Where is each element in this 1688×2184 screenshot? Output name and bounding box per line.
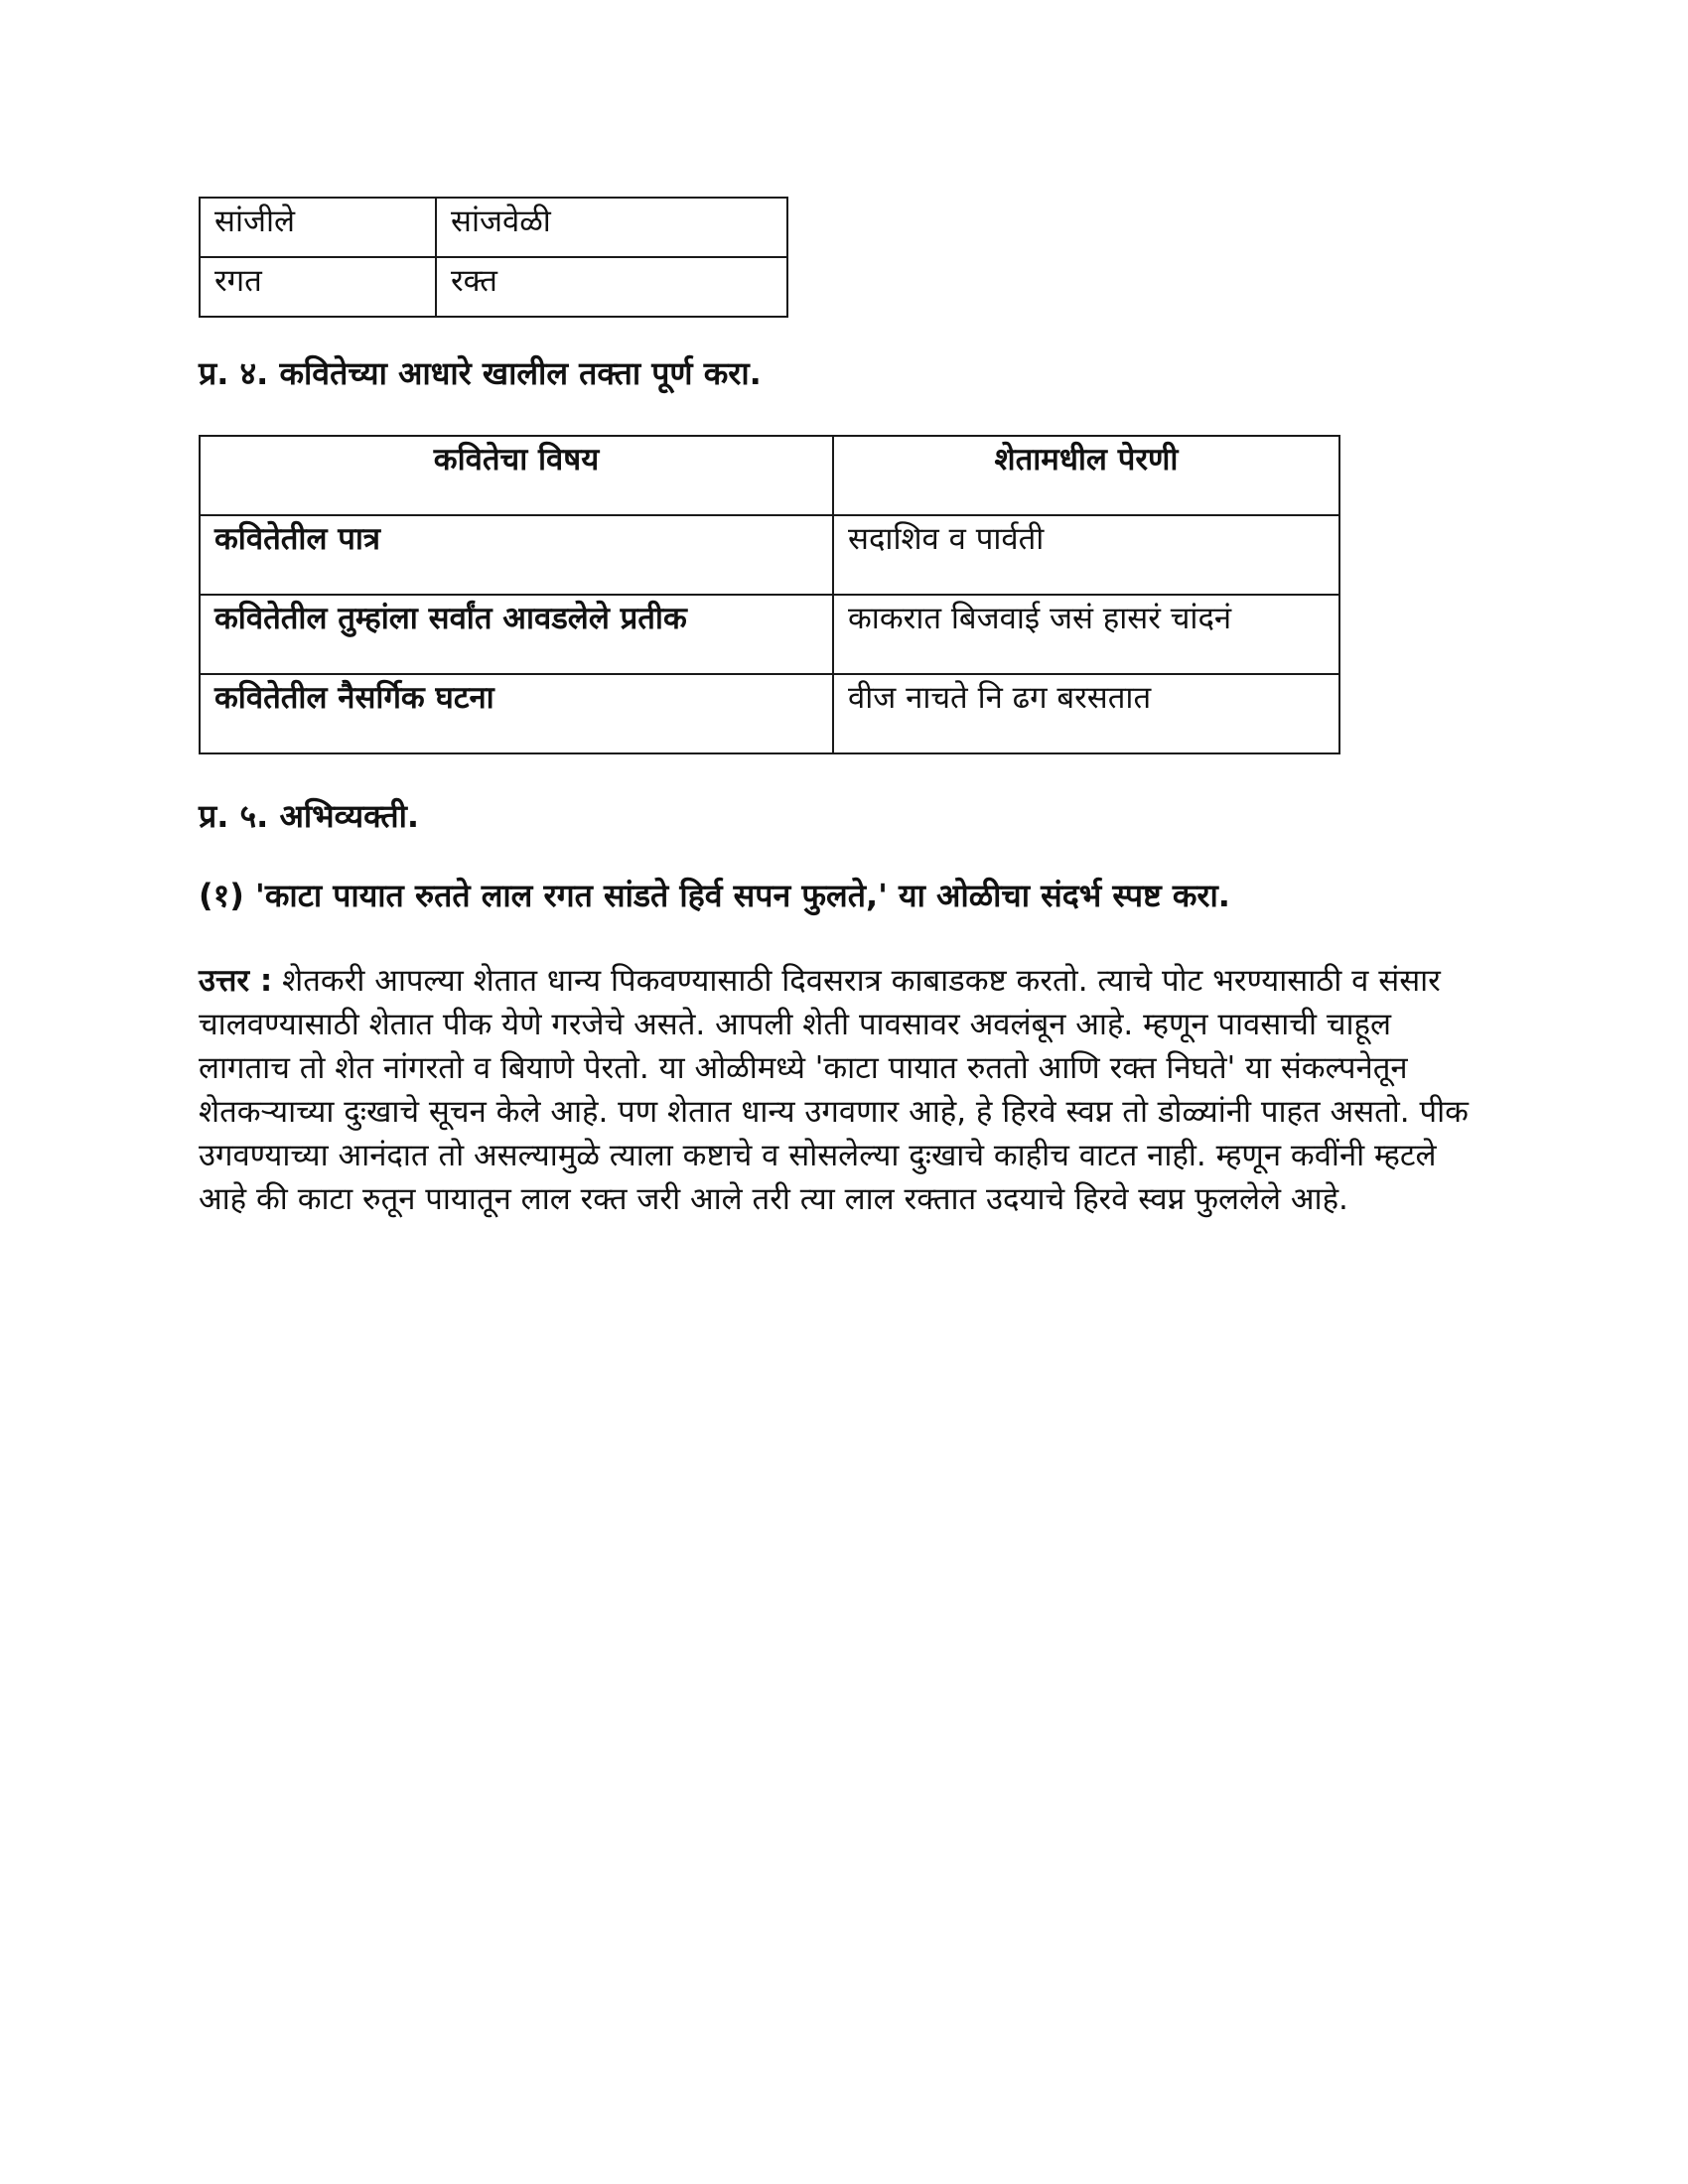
table-row	[200, 674, 1339, 753]
table-cell: कवितेतील पात्र	[200, 515, 833, 595]
table-row	[200, 257, 787, 317]
table-header-row	[200, 436, 1339, 515]
poem-analysis-table	[199, 435, 1340, 754]
word-meaning-table	[199, 197, 788, 318]
table-row	[200, 515, 1339, 595]
answer-text: शेतकरी आपल्या शेतात धान्य पिकवण्यासाठी दिवसरात्र काबाडकष्ट करतो. त्याचे पोट भरण्यासाठी व संसार चालवण्यासाठी शेतात पीक येणे गरजेचे असते. आपली शेती पावसावर अवलंबून आहे. म्हणून पावसाची चाहूल लागताच तो शेत नांगरतो व बियाणे पेरतो. या ओळीमध्ये 'काटा पायात रुततो आणि रक्त निघते' या संकल्पनेतून शेतकऱ्याच्या दुःखाचे सूचन केले आहे. पण शेतात धान्य उगवणार आहे, हे हिरवे स्वप्न तो डोळ्यांनी पाहत असतो. पीक उगवण्याच्या आनंदात तो असल्यामुळे त्याला कष्टाचे व सोसलेल्या दुःखाचे काहीच वाटत नाही. म्हणून कवींनी म्हटले आहे की काटा रुतून पायातून लाल रक्त जरी आले तरी त्या लाल रक्तात उदयाचे हिरवे स्वप्न फुललेले आहे.	[199, 963, 1469, 1217]
column-header: कवितेचा विषय	[200, 436, 833, 515]
table-cell: सदाशिव व पार्वती	[833, 515, 1339, 595]
sub-question: (१) 'काटा पायात रुतते लाल रगत सांडते हिर्व सपन फुलते,' या ओळीचा संदर्भ स्पष्ट करा.	[199, 877, 1230, 914]
table-row	[200, 198, 787, 257]
question-5-heading: प्र. ५. अभिव्यक्ती.	[199, 797, 420, 835]
table-cell: रगत	[200, 257, 436, 317]
table-cell: कवितेतील तुम्हांला सर्वांत आवडलेले प्रतीक	[200, 595, 833, 674]
table-cell: सांजवेळी	[436, 198, 787, 257]
table-cell: रक्त	[436, 257, 787, 317]
table-cell: सांजीले	[200, 198, 436, 257]
table-cell: वीज नाचते नि ढग बरसतात	[833, 674, 1339, 753]
table-cell: काकरात बिजवाई जसं हासरं चांदनं	[833, 595, 1339, 674]
question-4-heading: प्र. ४. कवितेच्या आधारे खालील तक्ता पूर्ण करा.	[199, 354, 762, 392]
table-row	[200, 595, 1339, 674]
answer-paragraph	[199, 959, 1489, 1221]
column-header: शेतामधील पेरणी	[833, 436, 1339, 515]
table-cell: कवितेतील नैसर्गिक घटना	[200, 674, 833, 753]
answer-label: उत्तर :	[199, 963, 273, 999]
